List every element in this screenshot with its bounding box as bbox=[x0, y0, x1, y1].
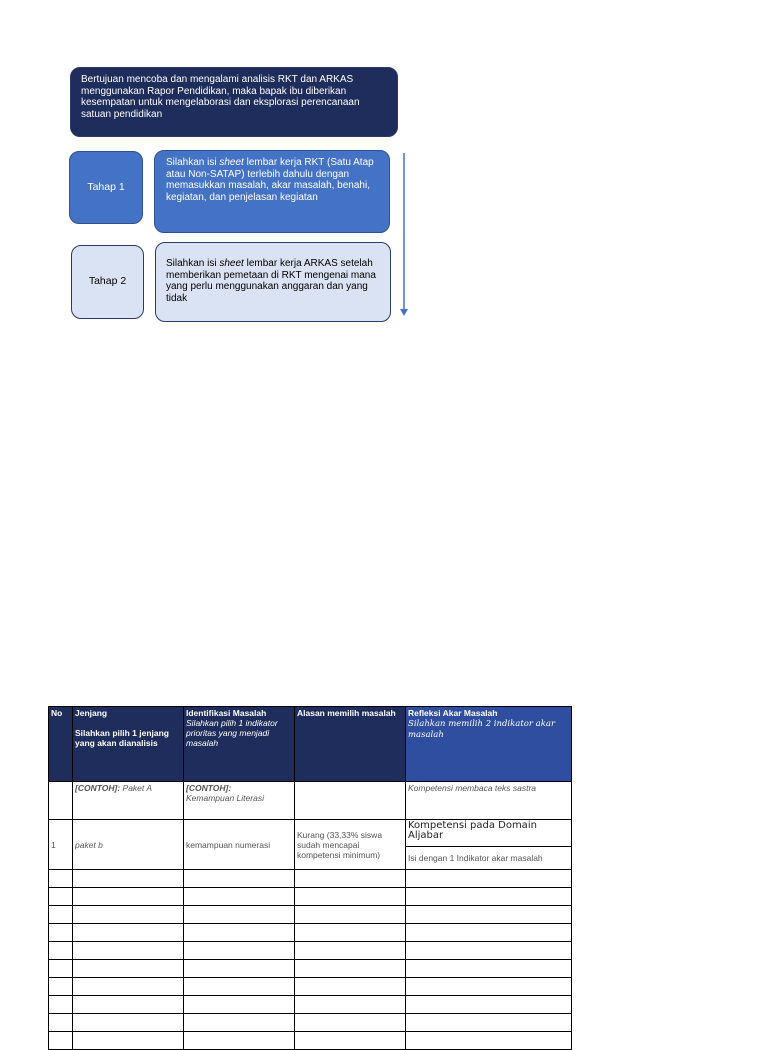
header-no: No bbox=[49, 707, 73, 782]
step-2-description-box bbox=[155, 242, 391, 322]
step-1-text-end: lembar kerja RKT (Satu Atap atau Non-SATAP) terlebih dahulu dengan memasukkan masalah, akar masalah, benahi, kegiatan, dan penjelasan kegiatan bbox=[166, 157, 374, 203]
cell-empty[interactable] bbox=[184, 996, 295, 1014]
step-1-label: Tahap 1 bbox=[87, 180, 125, 193]
step-2-text-end: lembar kerja ARKAS setelah memberikan pemetaan di RKT mengenai mana yang perlu menggunakan anggaran dan yang tidak bbox=[166, 258, 376, 304]
table-row bbox=[49, 1032, 572, 1050]
cell-empty[interactable] bbox=[295, 924, 406, 942]
cell-empty[interactable] bbox=[406, 1032, 572, 1050]
header-alasan: Alasan memilih masalah bbox=[295, 707, 406, 782]
cell-empty[interactable] bbox=[49, 924, 73, 942]
cell-empty[interactable] bbox=[73, 888, 184, 906]
cell-row1-refleksi-1[interactable]: Kompetensi pada Domain Aljabar bbox=[406, 820, 572, 847]
cell-empty[interactable] bbox=[49, 960, 73, 978]
worksheet-table bbox=[48, 706, 572, 1050]
table-row-1 bbox=[49, 820, 572, 847]
cell-row1-jenjang[interactable]: paket b bbox=[73, 820, 184, 870]
cell-empty[interactable] bbox=[184, 960, 295, 978]
cell-empty[interactable] bbox=[73, 960, 184, 978]
header-jenjang: Jenjang Silahkan pilih 1 jenjang yang akan dianalisis bbox=[73, 707, 184, 782]
cell-empty[interactable] bbox=[49, 1032, 73, 1050]
cell-example-refleksi[interactable]: Kompetensi membaca teks sastra bbox=[406, 782, 572, 820]
step-2-label: Tahap 2 bbox=[88, 275, 127, 288]
cell-empty[interactable] bbox=[295, 942, 406, 960]
table-row bbox=[49, 888, 572, 906]
cell-example-jenjang[interactable]: [CONTOH]: Paket A bbox=[73, 782, 184, 820]
cell-row1-refleksi-2[interactable]: Isi dengan 1 Indikator akar masalah bbox=[406, 847, 572, 870]
cell-empty[interactable] bbox=[184, 906, 295, 924]
cell-empty[interactable] bbox=[295, 888, 406, 906]
table-header-row bbox=[49, 707, 572, 782]
cell-empty[interactable] bbox=[73, 942, 184, 960]
cell-empty[interactable] bbox=[184, 942, 295, 960]
cell-empty[interactable] bbox=[73, 906, 184, 924]
cell-empty[interactable] bbox=[295, 870, 406, 888]
cell-example-no[interactable] bbox=[49, 782, 73, 820]
cell-empty[interactable] bbox=[184, 924, 295, 942]
cell-empty[interactable] bbox=[295, 1032, 406, 1050]
cell-empty[interactable] bbox=[406, 996, 572, 1014]
cell-empty[interactable] bbox=[184, 1032, 295, 1050]
cell-example-alasan[interactable] bbox=[295, 782, 406, 820]
step-1-label-box bbox=[69, 151, 143, 224]
table-row bbox=[49, 924, 572, 942]
step-1-text-start: Silahkan isi bbox=[166, 157, 220, 168]
cell-empty[interactable] bbox=[184, 870, 295, 888]
cell-empty[interactable] bbox=[49, 888, 73, 906]
cell-empty[interactable] bbox=[184, 1014, 295, 1032]
table-row bbox=[49, 1014, 572, 1032]
cell-empty[interactable] bbox=[49, 978, 73, 996]
cell-empty[interactable] bbox=[295, 960, 406, 978]
cell-empty[interactable] bbox=[406, 906, 572, 924]
intro-text: Bertujuan mencoba dan mengalami analisis RKT dan ARKAS menggunakan Rapor Pendidikan, maka bapak ibu diberikan kesempatan untuk mengelaborasi dan eksplorasi perencanaan satuan pendidikan bbox=[81, 74, 360, 120]
cell-empty[interactable] bbox=[295, 996, 406, 1014]
cell-empty[interactable] bbox=[406, 888, 572, 906]
cell-empty[interactable] bbox=[184, 888, 295, 906]
cell-empty[interactable] bbox=[49, 996, 73, 1014]
cell-empty[interactable] bbox=[406, 870, 572, 888]
cell-empty[interactable] bbox=[73, 1014, 184, 1032]
step-2-text-italic: sheet bbox=[219, 258, 244, 269]
cell-empty[interactable] bbox=[184, 978, 295, 996]
cell-empty[interactable] bbox=[406, 924, 572, 942]
cell-empty[interactable] bbox=[406, 978, 572, 996]
header-refleksi: Refleksi Akar Masalah Silahkan memilih 2 indikator akar masalah bbox=[406, 707, 572, 782]
step-1-text-italic: sheet bbox=[219, 157, 244, 168]
step-2-label-box bbox=[71, 245, 144, 319]
intro-box bbox=[70, 67, 398, 137]
cell-empty[interactable] bbox=[406, 960, 572, 978]
header-identifikasi: Identifikasi Masalah Silahkan pilih 1 indikator prioritas yang menjadi masalah bbox=[184, 707, 295, 782]
table-row bbox=[49, 870, 572, 888]
cell-row1-no[interactable]: 1 bbox=[49, 820, 73, 870]
cell-empty[interactable] bbox=[49, 1014, 73, 1032]
cell-empty[interactable] bbox=[73, 978, 184, 996]
cell-row1-alasan[interactable]: Kurang (33,33% siswa sudah mencapai kompetensi minimum) bbox=[295, 820, 406, 870]
cell-empty[interactable] bbox=[49, 906, 73, 924]
down-arrow-icon bbox=[398, 152, 410, 318]
cell-empty[interactable] bbox=[406, 1014, 572, 1032]
table-row bbox=[49, 960, 572, 978]
step-2-text-start: Silahkan isi bbox=[166, 258, 220, 269]
cell-empty[interactable] bbox=[295, 978, 406, 996]
table-row bbox=[49, 906, 572, 924]
cell-empty[interactable] bbox=[73, 924, 184, 942]
cell-empty[interactable] bbox=[406, 942, 572, 960]
cell-empty[interactable] bbox=[73, 996, 184, 1014]
table-row bbox=[49, 942, 572, 960]
cell-empty[interactable] bbox=[49, 870, 73, 888]
cell-empty[interactable] bbox=[73, 870, 184, 888]
table-row bbox=[49, 996, 572, 1014]
cell-empty[interactable] bbox=[73, 1032, 184, 1050]
cell-example-identifikasi[interactable]: [CONTOH]: Kemampuan Literasi bbox=[184, 782, 295, 820]
cell-empty[interactable] bbox=[295, 906, 406, 924]
table-row-example bbox=[49, 782, 572, 820]
cell-empty[interactable] bbox=[295, 1014, 406, 1032]
cell-empty[interactable] bbox=[49, 942, 73, 960]
cell-row1-identifikasi[interactable]: kemampuan numerasi bbox=[184, 820, 295, 870]
table-row bbox=[49, 978, 572, 996]
step-1-description-box bbox=[154, 150, 390, 233]
